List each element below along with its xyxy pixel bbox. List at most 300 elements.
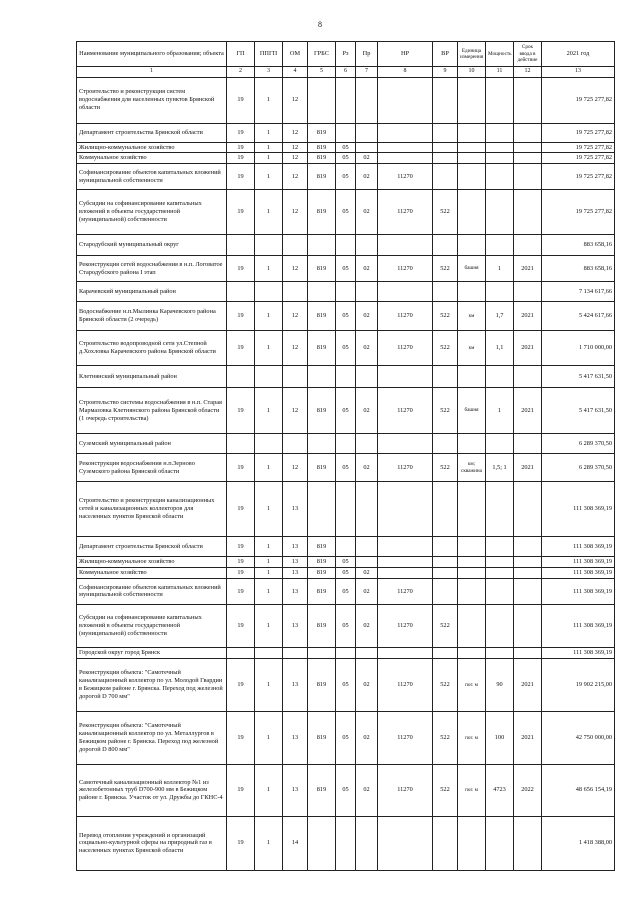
row-gp: 19 <box>227 658 255 711</box>
table-row <box>77 764 615 816</box>
row-grbs <box>308 77 336 123</box>
row-ppgp: 1 <box>255 331 283 366</box>
row-capacity <box>486 235 514 256</box>
row-capacity: 1 <box>486 256 514 282</box>
row-unit: км; скважина <box>458 454 486 482</box>
row-vr <box>433 537 458 557</box>
row-name: Софинансирование объектов капитальных вложений муниципальной собственности <box>77 578 227 604</box>
row-pr: 02 <box>356 164 378 190</box>
row-term <box>514 366 542 388</box>
row-vr: 522 <box>433 604 458 647</box>
row-om: 12 <box>283 331 308 366</box>
column-number: 12 <box>514 67 542 78</box>
row-term <box>514 647 542 658</box>
row-name: Реконструкция объекта: "Самотечный канализационный коллектор по ул. Молодой Гвардии в Бежицком районе г. Брянска. Переход под железной дорогой D 700 мм" <box>77 658 227 711</box>
row-ppgp: 1 <box>255 256 283 282</box>
row-unit <box>458 153 486 164</box>
row-rz: 05 <box>336 454 356 482</box>
table-row <box>77 658 615 711</box>
row-np <box>378 557 433 568</box>
row-gp: 19 <box>227 454 255 482</box>
row-om: 13 <box>283 537 308 557</box>
row-vr <box>433 578 458 604</box>
row-vr: 522 <box>433 764 458 816</box>
row-ppgp: 1 <box>255 537 283 557</box>
row-capacity <box>486 366 514 388</box>
row-ppgp <box>255 647 283 658</box>
column-number: 7 <box>356 67 378 78</box>
row-vr: 522 <box>433 711 458 764</box>
row-capacity <box>486 142 514 153</box>
row-vr: 522 <box>433 454 458 482</box>
row-rz <box>336 537 356 557</box>
row-rz: 05 <box>336 142 356 153</box>
header-unit: Единица измерения <box>458 42 486 67</box>
row-capacity: 4723 <box>486 764 514 816</box>
row-capacity <box>486 604 514 647</box>
row-grbs <box>308 366 336 388</box>
row-grbs: 819 <box>308 123 336 142</box>
row-capacity <box>486 537 514 557</box>
row-grbs <box>308 647 336 658</box>
row-term <box>514 434 542 454</box>
row-rz: 05 <box>336 604 356 647</box>
row-vr <box>433 235 458 256</box>
row-name: Строительство и реконструкция систем водоснабжения для населенных пунктов Брянской области <box>77 77 227 123</box>
row-np <box>378 568 433 579</box>
row-np: 11270 <box>378 764 433 816</box>
row-np <box>378 647 433 658</box>
row-amount: 111 308 369,19 <box>542 647 615 658</box>
table-row <box>77 568 615 579</box>
row-rz: 05 <box>336 256 356 282</box>
row-gp: 19 <box>227 537 255 557</box>
row-gp: 19 <box>227 190 255 235</box>
row-unit <box>458 366 486 388</box>
row-grbs: 819 <box>308 164 336 190</box>
row-amount: 111 308 369,19 <box>542 604 615 647</box>
row-capacity <box>486 77 514 123</box>
row-capacity <box>486 557 514 568</box>
row-om: 13 <box>283 711 308 764</box>
row-rz <box>336 482 356 537</box>
row-np: 11270 <box>378 604 433 647</box>
row-unit: башня <box>458 256 486 282</box>
row-pr: 02 <box>356 190 378 235</box>
row-name: Строительство и реконструкция канализационных сетей и канализационных коллекторов для населенных пунктов Брянской области <box>77 482 227 537</box>
table-row <box>77 557 615 568</box>
row-term <box>514 190 542 235</box>
row-pr: 02 <box>356 302 378 331</box>
row-np: 11270 <box>378 578 433 604</box>
row-term <box>514 557 542 568</box>
row-np: 11270 <box>378 658 433 711</box>
row-name: Реконструкция сетей водоснабжения в н.п. Логоватое Стародубского района I этап <box>77 256 227 282</box>
row-capacity <box>486 816 514 870</box>
row-gp: 19 <box>227 388 255 434</box>
row-term <box>514 123 542 142</box>
row-vr <box>433 282 458 302</box>
header-pr: Пр <box>356 42 378 67</box>
row-pr <box>356 434 378 454</box>
row-unit <box>458 482 486 537</box>
row-term <box>514 142 542 153</box>
row-amount: 111 308 369,19 <box>542 537 615 557</box>
row-vr: 522 <box>433 658 458 711</box>
row-pr: 02 <box>356 711 378 764</box>
row-amount: 6 289 370,50 <box>542 434 615 454</box>
row-name: Жилищно-коммунальное хозяйство <box>77 142 227 153</box>
row-grbs: 819 <box>308 454 336 482</box>
row-term <box>514 578 542 604</box>
row-rz <box>336 235 356 256</box>
row-unit <box>458 647 486 658</box>
row-amount: 111 308 369,19 <box>542 578 615 604</box>
row-amount: 883 658,16 <box>542 256 615 282</box>
table-row <box>77 164 615 190</box>
row-name: Коммунальное хозяйство <box>77 153 227 164</box>
row-capacity <box>486 434 514 454</box>
row-pr: 02 <box>356 454 378 482</box>
row-gp: 19 <box>227 711 255 764</box>
table-row <box>77 142 615 153</box>
column-number-row <box>77 67 615 78</box>
row-unit <box>458 604 486 647</box>
row-unit <box>458 142 486 153</box>
row-capacity <box>486 190 514 235</box>
row-vr <box>433 142 458 153</box>
row-om <box>283 282 308 302</box>
row-amount: 7 134 617,66 <box>542 282 615 302</box>
row-term: 2021 <box>514 711 542 764</box>
table-header-row <box>77 42 615 67</box>
row-vr: 522 <box>433 388 458 434</box>
row-vr <box>433 482 458 537</box>
row-amount: 5 417 631,50 <box>542 366 615 388</box>
row-unit <box>458 77 486 123</box>
row-ppgp: 1 <box>255 604 283 647</box>
row-amount: 5 417 631,50 <box>542 388 615 434</box>
row-pr <box>356 366 378 388</box>
row-om: 13 <box>283 578 308 604</box>
row-rz: 05 <box>336 568 356 579</box>
row-grbs <box>308 282 336 302</box>
row-amount: 1 418 388,00 <box>542 816 615 870</box>
row-om: 14 <box>283 816 308 870</box>
row-rz <box>336 366 356 388</box>
column-number: 9 <box>433 67 458 78</box>
row-gp: 19 <box>227 578 255 604</box>
row-rz <box>336 816 356 870</box>
column-number: 11 <box>486 67 514 78</box>
row-pr <box>356 282 378 302</box>
row-name: Реконструкция объекта: "Самотечный канализационный коллектор по ул. Металлургов в Бежицком районе г. Брянска. Переход под железной дорогой D 800 мм" <box>77 711 227 764</box>
row-ppgp <box>255 366 283 388</box>
row-om: 13 <box>283 557 308 568</box>
row-unit <box>458 235 486 256</box>
row-gp: 19 <box>227 142 255 153</box>
row-rz: 05 <box>336 578 356 604</box>
row-grbs: 819 <box>308 578 336 604</box>
row-om: 12 <box>283 454 308 482</box>
row-ppgp: 1 <box>255 153 283 164</box>
row-ppgp: 1 <box>255 578 283 604</box>
row-amount: 19 725 277,82 <box>542 190 615 235</box>
row-rz <box>336 282 356 302</box>
row-pr <box>356 816 378 870</box>
table-row <box>77 123 615 142</box>
row-np: 11270 <box>378 388 433 434</box>
row-rz: 05 <box>336 388 356 434</box>
table-row <box>77 647 615 658</box>
row-np <box>378 77 433 123</box>
row-capacity: 1,1 <box>486 331 514 366</box>
row-rz: 05 <box>336 658 356 711</box>
row-name: Городской округ город Брянск <box>77 647 227 658</box>
row-np: 11270 <box>378 331 433 366</box>
row-unit <box>458 282 486 302</box>
row-pr <box>356 77 378 123</box>
row-rz: 05 <box>336 190 356 235</box>
row-pr: 02 <box>356 331 378 366</box>
row-om: 13 <box>283 482 308 537</box>
row-gp: 19 <box>227 164 255 190</box>
row-capacity <box>486 123 514 142</box>
row-gp: 19 <box>227 302 255 331</box>
header-term: Срок ввода в действие <box>514 42 542 67</box>
row-unit <box>458 434 486 454</box>
header-capacity: Мощность <box>486 42 514 67</box>
row-amount: 42 750 000,00 <box>542 711 615 764</box>
row-rz: 05 <box>336 331 356 366</box>
row-vr: 522 <box>433 256 458 282</box>
row-pr <box>356 557 378 568</box>
row-name: Строительство водопроводной сети ул.Степной д.Хохловка Карачевского района Брянской области <box>77 331 227 366</box>
row-om: 12 <box>283 388 308 434</box>
row-vr: 522 <box>433 302 458 331</box>
header-grbs: ГРБС <box>308 42 336 67</box>
row-np: 11270 <box>378 164 433 190</box>
row-capacity <box>486 282 514 302</box>
row-rz: 05 <box>336 153 356 164</box>
row-np <box>378 142 433 153</box>
row-pr: 02 <box>356 388 378 434</box>
table-row <box>77 331 615 366</box>
row-term: 2021 <box>514 256 542 282</box>
row-unit <box>458 816 486 870</box>
row-grbs: 819 <box>308 711 336 764</box>
row-rz: 05 <box>336 764 356 816</box>
row-amount: 111 308 369,19 <box>542 557 615 568</box>
header-ppgp: ППГП <box>255 42 283 67</box>
row-term: 2021 <box>514 388 542 434</box>
row-name: Жилищно-коммунальное хозяйство <box>77 557 227 568</box>
row-unit <box>458 123 486 142</box>
row-np <box>378 366 433 388</box>
row-name: Самотечный канализационный коллектор №1 из железобетонных труб D700-900 мм в Бежицком районе г. Брянска. Участок от ул. Дружбы до ГКНС-4 <box>77 764 227 816</box>
row-name: Клетнянский муниципальный район <box>77 366 227 388</box>
row-grbs: 819 <box>308 568 336 579</box>
row-grbs: 819 <box>308 302 336 331</box>
row-grbs <box>308 235 336 256</box>
row-om <box>283 235 308 256</box>
row-grbs: 819 <box>308 142 336 153</box>
row-grbs: 819 <box>308 256 336 282</box>
row-np <box>378 537 433 557</box>
row-om: 12 <box>283 256 308 282</box>
row-om <box>283 434 308 454</box>
column-number: 3 <box>255 67 283 78</box>
row-ppgp <box>255 235 283 256</box>
row-unit: км <box>458 331 486 366</box>
row-capacity: 100 <box>486 711 514 764</box>
row-np: 11270 <box>378 454 433 482</box>
row-grbs <box>308 816 336 870</box>
row-gp: 19 <box>227 816 255 870</box>
table-row <box>77 302 615 331</box>
table-body <box>77 77 615 870</box>
row-om: 12 <box>283 164 308 190</box>
row-ppgp: 1 <box>255 482 283 537</box>
row-pr: 02 <box>356 256 378 282</box>
header-name: Наименование муниципального образования; объекта <box>77 42 227 67</box>
table-row <box>77 256 615 282</box>
row-om <box>283 366 308 388</box>
table-row <box>77 388 615 434</box>
row-vr <box>433 123 458 142</box>
column-number: 8 <box>378 67 433 78</box>
row-unit: башня <box>458 388 486 434</box>
row-np <box>378 816 433 870</box>
table-row <box>77 578 615 604</box>
column-number: 6 <box>336 67 356 78</box>
row-capacity <box>486 153 514 164</box>
row-term: 2021 <box>514 454 542 482</box>
row-capacity <box>486 647 514 658</box>
row-rz: 05 <box>336 711 356 764</box>
row-grbs: 819 <box>308 388 336 434</box>
row-vr <box>433 557 458 568</box>
row-pr: 02 <box>356 153 378 164</box>
row-grbs: 819 <box>308 190 336 235</box>
row-pr: 02 <box>356 764 378 816</box>
row-gp: 19 <box>227 557 255 568</box>
row-ppgp: 1 <box>255 764 283 816</box>
row-gp <box>227 235 255 256</box>
table-row <box>77 816 615 870</box>
row-vr <box>433 434 458 454</box>
table-row <box>77 454 615 482</box>
row-rz <box>336 647 356 658</box>
row-ppgp: 1 <box>255 123 283 142</box>
row-name: Реконструкция водоснабжения н.п.Зерново Суземского района Брянской области <box>77 454 227 482</box>
table-row <box>77 537 615 557</box>
table-row <box>77 604 615 647</box>
row-rz <box>336 434 356 454</box>
row-ppgp: 1 <box>255 568 283 579</box>
budget-table <box>76 41 615 871</box>
row-unit: пог. м <box>458 711 486 764</box>
row-om: 12 <box>283 77 308 123</box>
row-gp: 19 <box>227 256 255 282</box>
row-pr <box>356 647 378 658</box>
row-pr <box>356 537 378 557</box>
row-ppgp: 1 <box>255 388 283 434</box>
table-row <box>77 77 615 123</box>
row-unit: пог. м <box>458 764 486 816</box>
row-term <box>514 816 542 870</box>
row-name: Субсидии на софинансирование капитальных вложений в объекты государственной (муниципальной) собственности <box>77 604 227 647</box>
row-rz <box>336 77 356 123</box>
row-amount: 19 725 277,82 <box>542 142 615 153</box>
row-pr: 02 <box>356 568 378 579</box>
row-grbs: 819 <box>308 153 336 164</box>
row-vr: 522 <box>433 331 458 366</box>
row-grbs: 819 <box>308 331 336 366</box>
row-np <box>378 153 433 164</box>
row-capacity <box>486 568 514 579</box>
row-unit <box>458 164 486 190</box>
row-capacity <box>486 578 514 604</box>
row-capacity: 1,7 <box>486 302 514 331</box>
row-ppgp: 1 <box>255 711 283 764</box>
header-gp: ГП <box>227 42 255 67</box>
row-name: Департамент строительства Брянской области <box>77 123 227 142</box>
row-om: 13 <box>283 764 308 816</box>
row-ppgp: 1 <box>255 164 283 190</box>
row-term: 2021 <box>514 658 542 711</box>
row-om: 13 <box>283 604 308 647</box>
row-name: Суземский муниципальный район <box>77 434 227 454</box>
row-gp: 19 <box>227 482 255 537</box>
row-om: 13 <box>283 658 308 711</box>
row-capacity: 90 <box>486 658 514 711</box>
column-number: 4 <box>283 67 308 78</box>
row-amount: 111 308 369,19 <box>542 568 615 579</box>
column-number: 5 <box>308 67 336 78</box>
row-term <box>514 537 542 557</box>
row-pr <box>356 235 378 256</box>
row-term <box>514 164 542 190</box>
row-om: 12 <box>283 190 308 235</box>
row-vr <box>433 647 458 658</box>
row-amount: 6 289 370,50 <box>542 454 615 482</box>
row-grbs: 819 <box>308 557 336 568</box>
row-np <box>378 123 433 142</box>
row-ppgp: 1 <box>255 142 283 153</box>
row-om: 12 <box>283 153 308 164</box>
header-year: 2021 год <box>542 42 615 67</box>
row-name: Субсидии на софинансирование капитальных вложений в объекты государственной (муниципальной) собственности <box>77 190 227 235</box>
row-om: 12 <box>283 123 308 142</box>
table-row <box>77 282 615 302</box>
row-pr <box>356 482 378 537</box>
row-pr: 02 <box>356 658 378 711</box>
header-np: НР <box>378 42 433 67</box>
row-ppgp: 1 <box>255 302 283 331</box>
row-np: 11270 <box>378 256 433 282</box>
table-row <box>77 434 615 454</box>
header-vr: ВР <box>433 42 458 67</box>
row-name: Перевод отопления учреждений и организаций социально-культурной сферы на природный газ в населенных пунктах Брянской области <box>77 816 227 870</box>
row-vr <box>433 366 458 388</box>
row-np <box>378 482 433 537</box>
row-gp: 19 <box>227 123 255 142</box>
column-number: 2 <box>227 67 255 78</box>
row-amount: 19 725 277,82 <box>542 164 615 190</box>
row-name: Софинансирование объектов капитальных вложений муниципальной собственности <box>77 164 227 190</box>
row-amount: 111 308 369,19 <box>542 482 615 537</box>
